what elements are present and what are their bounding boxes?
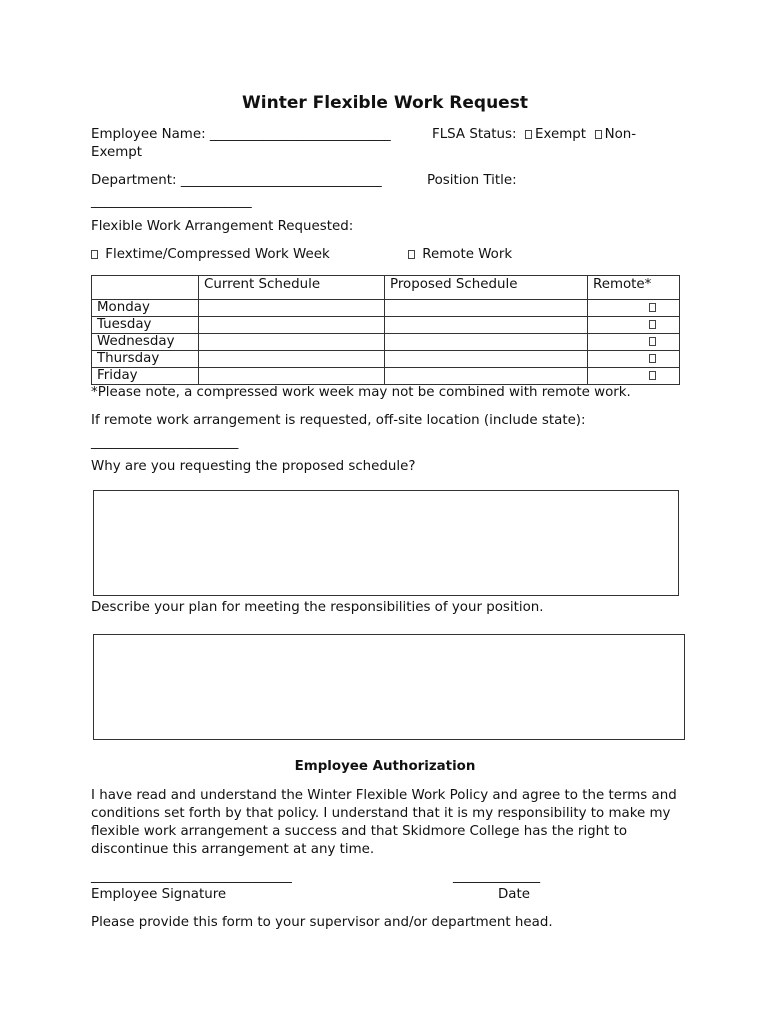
why-label: Why are you requesting the proposed schedule? — [91, 459, 416, 474]
day-label: Thursday — [92, 351, 199, 368]
plan-textarea[interactable] — [93, 634, 685, 740]
arrangement-label: Flexible Work Arrangement Requested: — [91, 219, 354, 234]
non-exempt-label-part2: Exempt — [91, 145, 143, 160]
table-header-day — [92, 276, 199, 300]
why-textarea[interactable] — [93, 490, 679, 596]
date-label: Date — [498, 887, 531, 902]
table-row — [92, 351, 680, 368]
proposed-schedule-cell[interactable] — [385, 368, 588, 385]
remote-work-option[interactable] — [408, 247, 512, 262]
table-row — [92, 300, 680, 317]
offsite-label: If remote work arrangement is requested, off-site location (include state): — [91, 413, 586, 428]
date-line[interactable]: _____________ — [453, 869, 541, 884]
proposed-schedule-cell[interactable] — [385, 334, 588, 351]
table-row — [92, 368, 680, 385]
day-label: Tuesday — [92, 317, 199, 334]
current-schedule-cell[interactable] — [199, 300, 385, 317]
department-field[interactable]: ______________________________ — [180, 173, 382, 188]
proposed-schedule-cell[interactable] — [385, 317, 588, 334]
current-schedule-cell[interactable] — [199, 368, 385, 385]
flsa-status-row — [432, 127, 636, 142]
current-schedule-cell[interactable] — [199, 351, 385, 368]
employee-name-label: Employee Name: — [91, 127, 206, 142]
remote-cell — [588, 368, 680, 385]
department-label: Department: — [91, 173, 177, 188]
exempt-checkbox[interactable] — [525, 130, 532, 139]
proposed-schedule-cell[interactable] — [385, 351, 588, 368]
flextime-label: Flextime/Compressed Work Week — [105, 247, 330, 262]
remote-cell — [588, 317, 680, 334]
table-row — [92, 334, 680, 351]
exempt-label: Exempt — [535, 127, 587, 142]
day-label: Monday — [92, 300, 199, 317]
footer-instruction: Please provide this form to your supervisor and/or department head. — [91, 915, 553, 930]
proposed-schedule-cell[interactable] — [385, 300, 588, 317]
remote-checkbox[interactable] — [649, 371, 656, 380]
authorization-heading: Employee Authorization — [294, 759, 476, 774]
offsite-field[interactable]: ______________________ — [91, 435, 239, 450]
position-title-label: Position Title: — [427, 173, 517, 188]
signature-label: Employee Signature — [91, 887, 227, 902]
current-schedule-cell[interactable] — [199, 317, 385, 334]
flextime-checkbox[interactable] — [91, 250, 98, 259]
table-row — [92, 317, 680, 334]
flextime-option[interactable] — [91, 247, 330, 262]
table-header-row — [92, 276, 680, 300]
remote-checkbox[interactable] — [649, 303, 656, 312]
signature-line[interactable]: ______________________________ — [91, 869, 292, 884]
remote-checkbox[interactable] — [649, 320, 656, 329]
remote-cell — [588, 300, 680, 317]
remote-checkbox[interactable] — [649, 337, 656, 346]
table-header-proposed: Proposed Schedule — [385, 276, 588, 300]
employee-name-field[interactable]: ___________________________ — [209, 127, 391, 142]
schedule-table — [91, 275, 680, 385]
position-title-field[interactable]: ________________________ — [91, 194, 252, 209]
remote-cell — [588, 334, 680, 351]
table-header-remote: Remote* — [588, 276, 680, 300]
flsa-status-label: FLSA Status: — [432, 127, 517, 142]
non-exempt-label-part1: Non- — [604, 127, 637, 142]
day-label: Friday — [92, 368, 199, 385]
remote-checkbox[interactable] — [649, 354, 656, 363]
remote-work-checkbox[interactable] — [408, 250, 415, 259]
compressed-note: *Please note, a compressed work week may not be combined with remote work. — [91, 385, 631, 400]
day-label: Wednesday — [92, 334, 199, 351]
department-row — [91, 173, 382, 188]
authorization-text: I have read and understand the Winter Flexible Work Policy and agree to the terms and conditions set forth by that policy. I understand that it is my responsibility to make my flexible work arrangement a success and that Skidmore College has the right to discontinue this arrangement at any time. — [91, 788, 677, 857]
table-header-current: Current Schedule — [199, 276, 385, 300]
plan-label: Describe your plan for meeting the responsibilities of your position. — [91, 600, 544, 615]
current-schedule-cell[interactable] — [199, 334, 385, 351]
non-exempt-checkbox[interactable] — [595, 130, 602, 139]
employee-name-row — [91, 127, 391, 142]
form-title: Winter Flexible Work Request — [242, 93, 528, 113]
remote-cell — [588, 351, 680, 368]
remote-work-label: Remote Work — [422, 247, 513, 262]
